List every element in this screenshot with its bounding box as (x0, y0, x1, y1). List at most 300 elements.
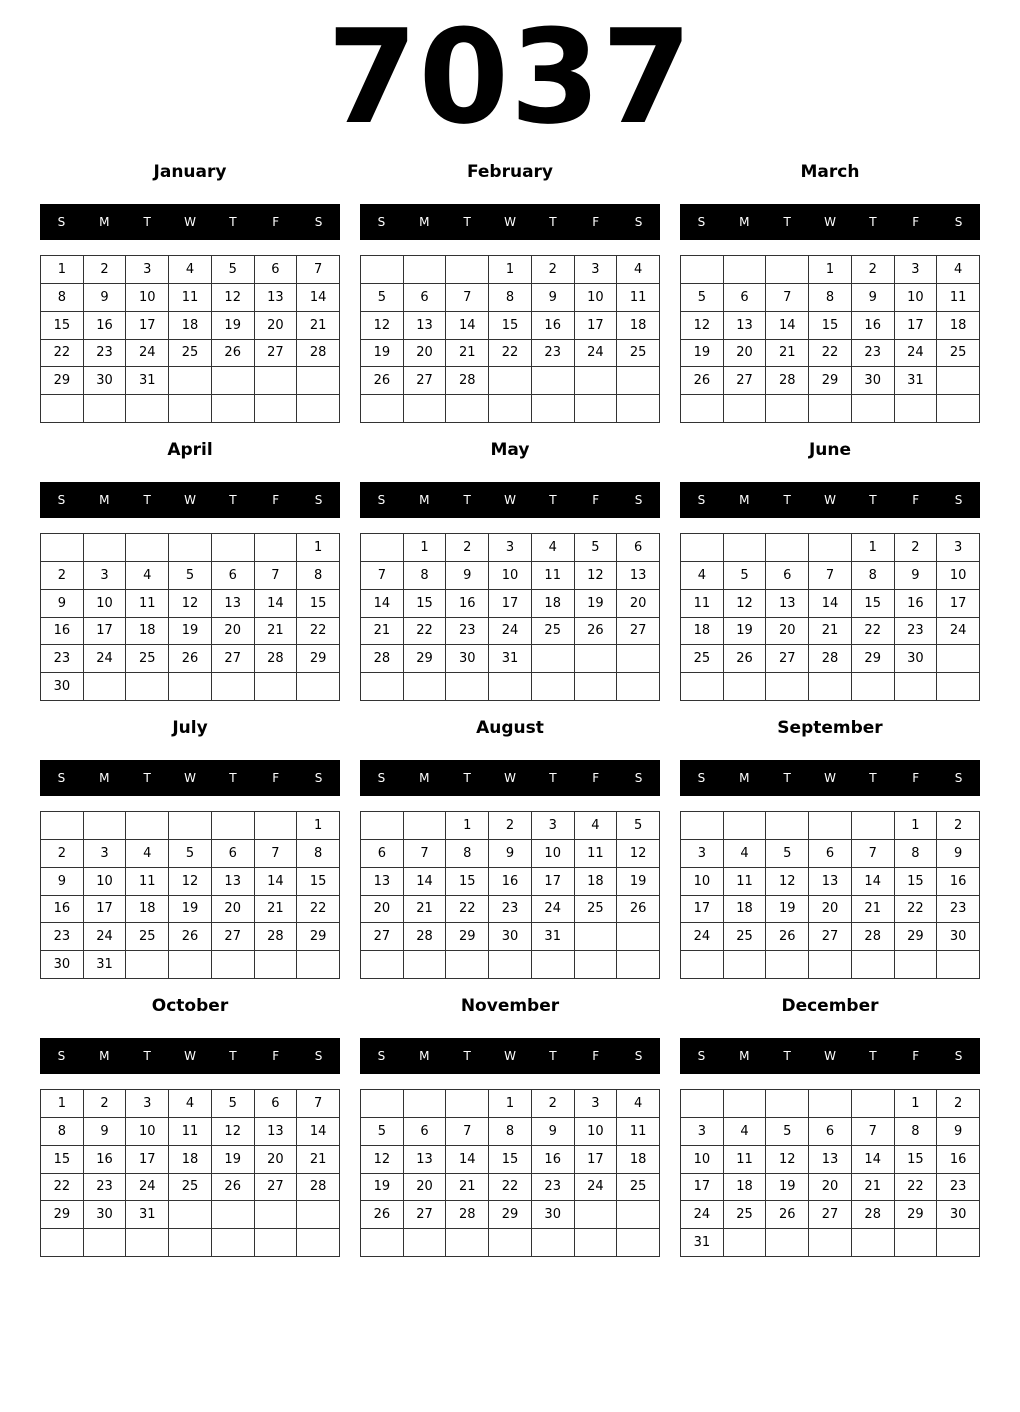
day-cell: 3 (84, 562, 127, 590)
empty-cell (404, 812, 447, 840)
day-grid (40, 533, 340, 701)
day-cell: 8 (895, 1118, 938, 1146)
day-cell: 22 (489, 1174, 532, 1202)
day-cell: 4 (937, 256, 980, 284)
day-cell: 31 (126, 1201, 169, 1229)
day-cell: 26 (724, 645, 767, 673)
empty-cell (575, 923, 618, 951)
day-cell: 4 (575, 812, 618, 840)
weekday-label: S (377, 1049, 386, 1063)
day-cell: 28 (446, 1201, 489, 1229)
day-cell: 4 (169, 1090, 212, 1118)
day-cell: 2 (937, 1090, 980, 1118)
day-cell: 17 (532, 868, 575, 896)
weekday-header (680, 204, 980, 240)
day-cell: 17 (84, 618, 127, 646)
empty-cell (724, 395, 767, 423)
empty-cell (895, 673, 938, 701)
day-cell: 28 (852, 1201, 895, 1229)
month-name: May (490, 440, 530, 460)
empty-cell (489, 395, 532, 423)
day-cell: 23 (41, 645, 84, 673)
day-cell: 19 (361, 1174, 404, 1202)
empty-cell (446, 1090, 489, 1118)
day-cell: 31 (532, 923, 575, 951)
month-name: March (800, 162, 860, 182)
weekday-label: T (783, 1049, 791, 1063)
empty-cell (84, 673, 127, 701)
day-cell: 13 (404, 1146, 447, 1174)
day-cell: 15 (297, 868, 340, 896)
day-cell: 16 (41, 896, 84, 924)
weekday-label: M (739, 493, 750, 507)
day-cell: 3 (84, 840, 127, 868)
day-cell: 23 (895, 618, 938, 646)
day-cell: 11 (169, 1118, 212, 1146)
day-cell: 5 (724, 562, 767, 590)
weekday-label: S (634, 215, 643, 229)
month-name: December (781, 996, 879, 1016)
day-cell: 10 (681, 1146, 724, 1174)
day-cell: 9 (895, 562, 938, 590)
day-cell: 7 (446, 1118, 489, 1146)
weekday-label: S (697, 1049, 706, 1063)
day-cell: 13 (212, 590, 255, 618)
day-cell: 31 (489, 645, 532, 673)
day-cell: 16 (84, 1146, 127, 1174)
day-cell: 17 (681, 1174, 724, 1202)
weekday-label: S (314, 1049, 323, 1063)
empty-cell (212, 812, 255, 840)
weekday-label: F (272, 771, 280, 785)
day-cell: 29 (809, 367, 852, 395)
day-cell: 15 (404, 590, 447, 618)
day-cell: 25 (169, 340, 212, 368)
day-cell: 1 (809, 256, 852, 284)
day-cell: 28 (255, 645, 298, 673)
weekday-label: S (697, 215, 706, 229)
day-cell: 1 (297, 534, 340, 562)
empty-cell (809, 951, 852, 979)
day-cell: 5 (681, 284, 724, 312)
day-cell: 1 (297, 812, 340, 840)
empty-cell (937, 951, 980, 979)
day-cell: 30 (84, 1201, 127, 1229)
day-cell: 2 (532, 256, 575, 284)
day-cell: 15 (809, 312, 852, 340)
day-cell: 16 (489, 868, 532, 896)
day-cell: 29 (404, 645, 447, 673)
day-cell: 21 (852, 1174, 895, 1202)
day-cell: 20 (255, 1146, 298, 1174)
day-cell: 19 (361, 340, 404, 368)
day-cell: 22 (41, 340, 84, 368)
weekday-label: S (954, 215, 963, 229)
weekday-label: S (954, 1049, 963, 1063)
empty-cell (169, 812, 212, 840)
month-name: July (172, 718, 208, 738)
day-cell: 22 (895, 1174, 938, 1202)
empty-cell (937, 1229, 980, 1257)
day-cell: 15 (41, 1146, 84, 1174)
day-cell: 4 (724, 840, 767, 868)
day-cell: 3 (532, 812, 575, 840)
day-cell: 28 (404, 923, 447, 951)
day-cell: 15 (489, 312, 532, 340)
day-cell: 27 (404, 1201, 447, 1229)
day-cell: 5 (169, 840, 212, 868)
empty-cell (297, 673, 340, 701)
empty-cell (84, 812, 127, 840)
weekday-label: F (272, 1049, 280, 1063)
weekday-label: W (824, 215, 836, 229)
day-cell: 3 (895, 256, 938, 284)
weekday-header (40, 760, 340, 796)
day-cell: 21 (297, 312, 340, 340)
day-cell: 22 (297, 896, 340, 924)
day-cell: 14 (361, 590, 404, 618)
day-cell: 17 (84, 896, 127, 924)
day-cell: 23 (41, 923, 84, 951)
day-grid (360, 811, 660, 979)
day-cell: 25 (617, 340, 660, 368)
day-cell: 1 (41, 1090, 84, 1118)
day-cell: 15 (41, 312, 84, 340)
empty-cell (297, 951, 340, 979)
day-cell: 28 (297, 340, 340, 368)
weekday-label: T (229, 493, 237, 507)
day-cell: 8 (297, 840, 340, 868)
day-cell: 7 (297, 256, 340, 284)
day-cell: 16 (937, 1146, 980, 1174)
weekday-label: W (504, 493, 516, 507)
day-grid (680, 255, 980, 423)
day-cell: 13 (809, 1146, 852, 1174)
weekday-label: M (419, 215, 430, 229)
empty-cell (404, 673, 447, 701)
day-cell: 26 (212, 340, 255, 368)
day-cell: 9 (489, 840, 532, 868)
day-cell: 2 (937, 812, 980, 840)
day-cell: 29 (489, 1201, 532, 1229)
empty-cell (361, 1229, 404, 1257)
day-cell: 29 (297, 645, 340, 673)
weekday-label: W (184, 771, 196, 785)
day-cell: 12 (212, 284, 255, 312)
day-cell: 3 (681, 840, 724, 868)
month-name: August (476, 718, 544, 738)
day-cell: 3 (681, 1118, 724, 1146)
day-cell: 29 (895, 1201, 938, 1229)
weekday-label: F (912, 1049, 920, 1063)
day-cell: 21 (446, 1174, 489, 1202)
day-cell: 5 (361, 284, 404, 312)
day-cell: 8 (41, 1118, 84, 1146)
day-cell: 20 (766, 618, 809, 646)
weekday-label: M (739, 771, 750, 785)
empty-cell (724, 256, 767, 284)
day-grid (680, 533, 980, 701)
day-cell: 8 (895, 840, 938, 868)
day-grid (40, 811, 340, 979)
weekday-label: F (272, 215, 280, 229)
day-cell: 9 (937, 1118, 980, 1146)
weekday-label: T (549, 493, 557, 507)
empty-cell (766, 1090, 809, 1118)
day-cell: 3 (575, 256, 618, 284)
day-cell: 24 (681, 1201, 724, 1229)
empty-cell (852, 673, 895, 701)
day-cell: 25 (575, 896, 618, 924)
weekday-header (40, 1038, 340, 1074)
day-cell: 14 (297, 1118, 340, 1146)
empty-cell (575, 367, 618, 395)
day-cell: 16 (84, 312, 127, 340)
empty-cell (489, 673, 532, 701)
day-cell: 15 (895, 868, 938, 896)
day-cell: 1 (41, 256, 84, 284)
weekday-label: T (143, 215, 151, 229)
day-cell: 17 (575, 312, 618, 340)
weekday-label: M (99, 215, 110, 229)
day-cell: 11 (169, 284, 212, 312)
weekday-label: S (57, 771, 66, 785)
empty-cell (489, 951, 532, 979)
empty-cell (489, 367, 532, 395)
empty-cell (255, 395, 298, 423)
weekday-label: T (869, 215, 877, 229)
day-cell: 7 (852, 840, 895, 868)
day-cell: 12 (617, 840, 660, 868)
day-cell: 16 (895, 590, 938, 618)
empty-cell (617, 951, 660, 979)
day-cell: 10 (84, 868, 127, 896)
empty-cell (404, 395, 447, 423)
empty-cell (766, 673, 809, 701)
day-cell: 24 (84, 923, 127, 951)
weekday-label: T (869, 493, 877, 507)
weekday-label: T (549, 771, 557, 785)
empty-cell (169, 534, 212, 562)
day-cell: 23 (852, 340, 895, 368)
empty-cell (255, 812, 298, 840)
month-name: January (153, 162, 227, 182)
day-cell: 30 (489, 923, 532, 951)
day-cell: 18 (575, 868, 618, 896)
day-cell: 8 (852, 562, 895, 590)
day-cell: 24 (126, 340, 169, 368)
weekday-label: S (314, 493, 323, 507)
weekday-label: M (99, 1049, 110, 1063)
empty-cell (895, 951, 938, 979)
day-cell: 27 (809, 923, 852, 951)
day-cell: 23 (937, 1174, 980, 1202)
day-cell: 1 (404, 534, 447, 562)
day-cell: 20 (809, 1174, 852, 1202)
day-cell: 30 (446, 645, 489, 673)
day-cell: 11 (126, 868, 169, 896)
day-cell: 10 (126, 1118, 169, 1146)
empty-cell (212, 1201, 255, 1229)
weekday-header (680, 760, 980, 796)
empty-cell (575, 951, 618, 979)
day-cell: 23 (937, 896, 980, 924)
weekday-label: M (419, 771, 430, 785)
day-cell: 1 (489, 256, 532, 284)
empty-cell (212, 534, 255, 562)
day-cell: 6 (724, 284, 767, 312)
calendar-year-title: 7037 (327, 1, 693, 153)
day-cell: 4 (617, 256, 660, 284)
weekday-label: W (504, 1049, 516, 1063)
empty-cell (255, 534, 298, 562)
day-cell: 18 (937, 312, 980, 340)
day-cell: 22 (297, 618, 340, 646)
day-cell: 26 (766, 1201, 809, 1229)
day-cell: 18 (724, 896, 767, 924)
day-cell: 4 (532, 534, 575, 562)
day-cell: 7 (446, 284, 489, 312)
weekday-label: F (912, 771, 920, 785)
empty-cell (255, 1201, 298, 1229)
day-cell: 17 (126, 312, 169, 340)
day-cell: 15 (297, 590, 340, 618)
weekday-label: T (869, 1049, 877, 1063)
day-cell: 10 (575, 284, 618, 312)
weekday-label: S (57, 1049, 66, 1063)
day-cell: 16 (41, 618, 84, 646)
day-cell: 11 (724, 868, 767, 896)
day-cell: 20 (724, 340, 767, 368)
weekday-label: T (783, 771, 791, 785)
empty-cell (681, 1090, 724, 1118)
day-cell: 11 (617, 1118, 660, 1146)
day-cell: 5 (617, 812, 660, 840)
empty-cell (126, 395, 169, 423)
day-cell: 7 (297, 1090, 340, 1118)
day-cell: 14 (255, 590, 298, 618)
day-cell: 13 (617, 562, 660, 590)
day-cell: 7 (809, 562, 852, 590)
empty-cell (532, 951, 575, 979)
day-grid (360, 1089, 660, 1257)
day-cell: 16 (852, 312, 895, 340)
day-cell: 15 (489, 1146, 532, 1174)
day-cell: 8 (489, 284, 532, 312)
empty-cell (532, 645, 575, 673)
day-cell: 18 (724, 1174, 767, 1202)
day-cell: 12 (575, 562, 618, 590)
day-cell: 20 (404, 1174, 447, 1202)
day-cell: 10 (489, 562, 532, 590)
day-cell: 22 (895, 896, 938, 924)
day-cell: 24 (532, 896, 575, 924)
day-cell: 27 (255, 340, 298, 368)
day-cell: 16 (532, 312, 575, 340)
day-cell: 13 (361, 868, 404, 896)
weekday-label: S (314, 215, 323, 229)
day-cell: 27 (255, 1174, 298, 1202)
day-cell: 21 (809, 618, 852, 646)
day-cell: 19 (724, 618, 767, 646)
weekday-label: W (824, 771, 836, 785)
day-cell: 19 (681, 340, 724, 368)
day-cell: 30 (937, 923, 980, 951)
day-cell: 17 (575, 1146, 618, 1174)
day-cell: 6 (361, 840, 404, 868)
day-cell: 25 (126, 645, 169, 673)
day-cell: 30 (41, 673, 84, 701)
empty-cell (681, 951, 724, 979)
day-cell: 11 (575, 840, 618, 868)
empty-cell (724, 673, 767, 701)
weekday-label: S (634, 771, 643, 785)
day-cell: 18 (169, 312, 212, 340)
day-cell: 31 (126, 367, 169, 395)
day-cell: 20 (255, 312, 298, 340)
empty-cell (361, 1090, 404, 1118)
day-cell: 16 (937, 868, 980, 896)
empty-cell (852, 1090, 895, 1118)
day-cell: 9 (446, 562, 489, 590)
day-cell: 30 (84, 367, 127, 395)
day-cell: 29 (41, 367, 84, 395)
day-grid (40, 255, 340, 423)
day-cell: 2 (532, 1090, 575, 1118)
day-cell: 10 (84, 590, 127, 618)
day-cell: 22 (809, 340, 852, 368)
day-cell: 24 (575, 340, 618, 368)
month-name: September (777, 718, 883, 738)
day-cell: 8 (446, 840, 489, 868)
day-cell: 12 (212, 1118, 255, 1146)
weekday-label: T (229, 771, 237, 785)
weekday-label: S (57, 493, 66, 507)
day-cell: 14 (404, 868, 447, 896)
day-cell: 27 (361, 923, 404, 951)
day-cell: 6 (404, 284, 447, 312)
day-cell: 10 (681, 868, 724, 896)
day-cell: 26 (169, 923, 212, 951)
day-cell: 6 (255, 256, 298, 284)
empty-cell (169, 1201, 212, 1229)
day-cell: 29 (297, 923, 340, 951)
empty-cell (766, 534, 809, 562)
weekday-label: T (463, 493, 471, 507)
empty-cell (937, 367, 980, 395)
empty-cell (575, 673, 618, 701)
empty-cell (809, 1229, 852, 1257)
empty-cell (212, 395, 255, 423)
day-cell: 12 (169, 590, 212, 618)
empty-cell (617, 1229, 660, 1257)
day-cell: 22 (446, 896, 489, 924)
empty-cell (361, 951, 404, 979)
day-cell: 10 (126, 284, 169, 312)
day-cell: 31 (84, 951, 127, 979)
empty-cell (446, 673, 489, 701)
day-cell: 2 (84, 1090, 127, 1118)
day-cell: 31 (895, 367, 938, 395)
weekday-label: W (184, 215, 196, 229)
day-cell: 24 (681, 923, 724, 951)
day-cell: 7 (766, 284, 809, 312)
day-cell: 18 (126, 618, 169, 646)
day-cell: 27 (809, 1201, 852, 1229)
day-cell: 21 (255, 896, 298, 924)
weekday-label: F (912, 215, 920, 229)
day-cell: 27 (212, 923, 255, 951)
